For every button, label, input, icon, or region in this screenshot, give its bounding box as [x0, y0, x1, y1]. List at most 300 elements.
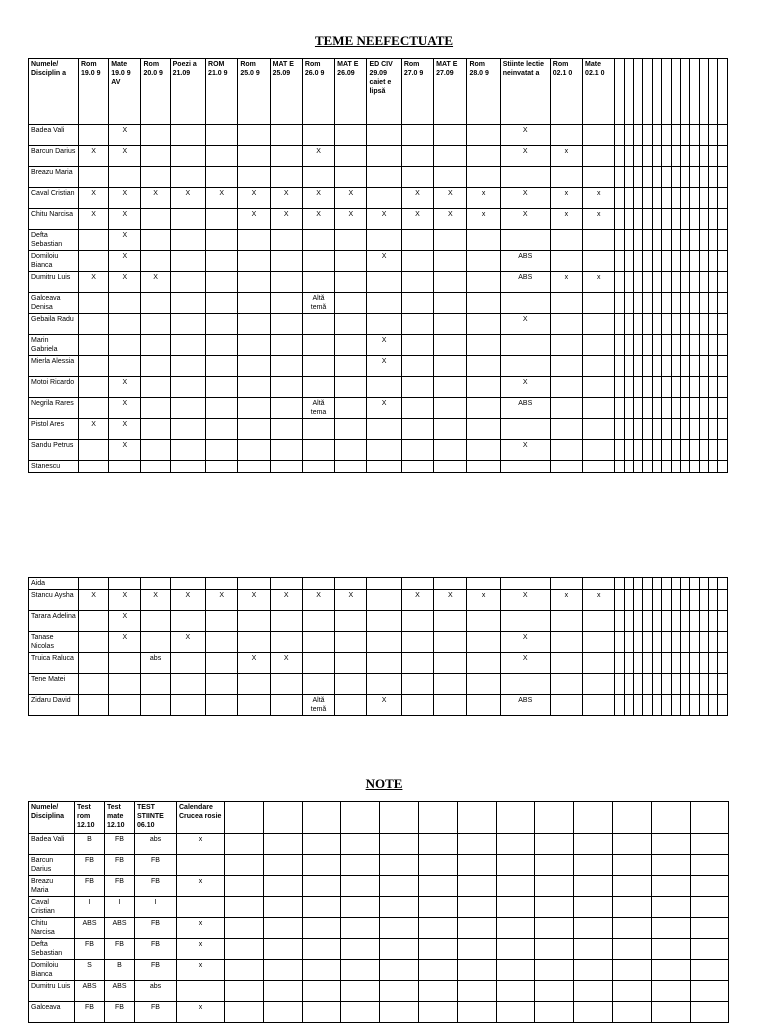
empty-cell: [651, 876, 690, 897]
homework-mark: [206, 461, 238, 473]
empty-cell: [699, 335, 708, 356]
homework-mark: [550, 398, 582, 419]
homework-mark: [467, 230, 500, 251]
homework-mark: [401, 125, 433, 146]
empty-cell: [457, 960, 496, 981]
empty-cell: [380, 918, 419, 939]
empty-cell: [535, 1002, 574, 1023]
empty-cell: [690, 918, 729, 939]
header-empty-column: [612, 802, 651, 834]
homework-mark: [335, 398, 367, 419]
empty-cell: [574, 834, 613, 855]
empty-cell: [535, 897, 574, 918]
homework-mark: X: [206, 590, 238, 611]
empty-cell: [699, 251, 708, 272]
grade-row: [29, 1002, 729, 1023]
empty-cell: [662, 590, 671, 611]
homework-mark: [500, 419, 550, 440]
empty-cell: [699, 653, 708, 674]
student-name: Domiloiu Bianca: [29, 960, 75, 981]
grade-value: FB: [135, 855, 177, 876]
student-name: Motoi Ricardo: [29, 377, 79, 398]
empty-cell: [652, 674, 661, 695]
homework-mark: [401, 293, 433, 314]
header-subject-date: Rom 26.0 9: [302, 59, 334, 125]
homework-mark: [335, 578, 367, 590]
empty-cell: [671, 314, 680, 335]
empty-cell: [671, 461, 680, 473]
empty-cell: [718, 461, 728, 473]
empty-cell: [651, 960, 690, 981]
grade-row: [29, 834, 729, 855]
homework-mark: [467, 398, 500, 419]
grade-row: [29, 876, 729, 897]
homework-mark: [335, 632, 367, 653]
empty-cell: [612, 918, 651, 939]
empty-cell: [302, 876, 341, 897]
empty-cell: [662, 398, 671, 419]
homework-mark: [79, 251, 109, 272]
homework-mark: [238, 695, 270, 716]
empty-cell: [225, 960, 264, 981]
header-subject-date: ED CIV 29.09 caiet e lipsă: [367, 59, 401, 125]
student-row: [29, 632, 728, 653]
header-empty-column: [690, 59, 699, 125]
grade-value: FB: [75, 855, 105, 876]
homework-mark: x: [583, 272, 615, 293]
header-empty-column: [624, 59, 633, 125]
homework-mark: [401, 578, 433, 590]
homework-mark: X: [238, 590, 270, 611]
empty-cell: [671, 440, 680, 461]
empty-cell: [574, 1002, 613, 1023]
empty-cell: [225, 1002, 264, 1023]
empty-cell: [612, 939, 651, 960]
empty-cell: [496, 981, 535, 1002]
homework-mark: [467, 125, 500, 146]
homework-mark: [550, 674, 582, 695]
student-name: Mierla Alessia: [29, 356, 79, 377]
header-subject-date: Rom 02.1 0: [550, 59, 582, 125]
homework-mark: [467, 251, 500, 272]
empty-cell: [643, 590, 652, 611]
homework-mark: [401, 440, 433, 461]
empty-cell: [634, 146, 643, 167]
empty-cell: [263, 834, 302, 855]
homework-mark: [434, 125, 467, 146]
homework-mark: [141, 419, 170, 440]
homework-mark: [367, 440, 401, 461]
homework-mark: [550, 419, 582, 440]
student-name: Stanescu: [29, 461, 79, 473]
empty-cell: [496, 834, 535, 855]
homework-mark: [141, 578, 170, 590]
empty-cell: [341, 960, 380, 981]
homework-mark: [170, 419, 205, 440]
homework-mark: [335, 125, 367, 146]
empty-cell: [496, 960, 535, 981]
empty-cell: [643, 440, 652, 461]
empty-cell: [690, 419, 699, 440]
empty-cell: [709, 335, 718, 356]
empty-cell: [699, 146, 708, 167]
empty-cell: [634, 695, 643, 716]
empty-cell: [634, 632, 643, 653]
empty-cell: [615, 674, 624, 695]
homework-table-part2: [28, 577, 728, 716]
empty-cell: [718, 440, 728, 461]
empty-cell: [651, 855, 690, 876]
homework-mark: [434, 440, 467, 461]
empty-cell: [652, 611, 661, 632]
homework-mark: [335, 230, 367, 251]
header-subject-date: Rom 28.0 9: [467, 59, 500, 125]
homework-mark: [170, 377, 205, 398]
empty-cell: [690, 960, 729, 981]
homework-mark: [434, 146, 467, 167]
student-name: Dumitru Luis: [29, 981, 75, 1002]
homework-mark: [206, 578, 238, 590]
empty-cell: [699, 611, 708, 632]
empty-cell: [680, 356, 689, 377]
homework-mark: [109, 653, 141, 674]
homework-mark: [302, 419, 334, 440]
homework-mark: [79, 377, 109, 398]
header-empty-column: [457, 802, 496, 834]
homework-mark: [367, 578, 401, 590]
empty-cell: [718, 578, 728, 590]
homework-mark: X: [109, 188, 141, 209]
empty-cell: [643, 230, 652, 251]
empty-cell: [624, 146, 633, 167]
empty-cell: [699, 461, 708, 473]
empty-cell: [662, 440, 671, 461]
empty-cell: [615, 356, 624, 377]
homework-mark: [170, 314, 205, 335]
empty-cell: [225, 897, 264, 918]
empty-cell: [690, 897, 729, 918]
empty-cell: [615, 653, 624, 674]
header-empty-column: [718, 59, 728, 125]
header-empty-column: [380, 802, 419, 834]
homework-mark: [367, 293, 401, 314]
homework-mark: X: [302, 209, 334, 230]
empty-cell: [662, 653, 671, 674]
empty-cell: [615, 272, 624, 293]
homework-mark: [500, 293, 550, 314]
homework-mark: [367, 419, 401, 440]
empty-cell: [652, 440, 661, 461]
homework-mark: X: [270, 653, 302, 674]
homework-mark: [335, 674, 367, 695]
empty-cell: [652, 377, 661, 398]
grade-value: I: [105, 897, 135, 918]
homework-mark: [79, 461, 109, 473]
grade-value: x: [177, 876, 225, 897]
homework-mark: [583, 335, 615, 356]
empty-cell: [341, 897, 380, 918]
empty-cell: [662, 125, 671, 146]
empty-cell: [612, 981, 651, 1002]
empty-cell: [624, 632, 633, 653]
empty-cell: [699, 632, 708, 653]
empty-cell: [699, 377, 708, 398]
empty-cell: [699, 419, 708, 440]
empty-cell: [690, 939, 729, 960]
header-empty-column: [709, 59, 718, 125]
homework-mark: [79, 314, 109, 335]
empty-cell: [709, 695, 718, 716]
empty-cell: [690, 230, 699, 251]
grade-value: x: [177, 939, 225, 960]
homework-mark: [583, 356, 615, 377]
homework-mark: X: [500, 653, 550, 674]
empty-cell: [574, 876, 613, 897]
homework-mark: [238, 578, 270, 590]
student-row: [29, 125, 728, 146]
homework-mark: [302, 611, 334, 632]
homework-mark: [302, 356, 334, 377]
empty-cell: [709, 578, 718, 590]
homework-mark: [583, 611, 615, 632]
homework-mark: [500, 578, 550, 590]
empty-cell: [680, 632, 689, 653]
homework-mark: [170, 146, 205, 167]
homework-mark: X: [500, 590, 550, 611]
empty-cell: [718, 293, 728, 314]
empty-cell: [380, 834, 419, 855]
homework-mark: [335, 419, 367, 440]
homework-mark: [238, 674, 270, 695]
empty-cell: [651, 918, 690, 939]
homework-mark: [238, 293, 270, 314]
homework-mark: [583, 230, 615, 251]
empty-cell: [671, 632, 680, 653]
empty-cell: [634, 251, 643, 272]
homework-mark: [583, 461, 615, 473]
homework-mark: [206, 251, 238, 272]
empty-cell: [634, 188, 643, 209]
empty-cell: [225, 918, 264, 939]
header-empty-column: [341, 802, 380, 834]
homework-mark: [302, 578, 334, 590]
empty-cell: [652, 356, 661, 377]
empty-cell: [496, 876, 535, 897]
homework-mark: [270, 461, 302, 473]
student-row: [29, 356, 728, 377]
empty-cell: [709, 653, 718, 674]
empty-cell: [680, 695, 689, 716]
empty-cell: [380, 939, 419, 960]
homework-mark: [270, 419, 302, 440]
empty-cell: [662, 632, 671, 653]
empty-cell: [690, 188, 699, 209]
grade-value: I: [135, 897, 177, 918]
homework-mark: [583, 293, 615, 314]
student-name: Chitu Narcisa: [29, 209, 79, 230]
homework-mark: x: [550, 209, 582, 230]
empty-cell: [662, 695, 671, 716]
empty-cell: [652, 146, 661, 167]
homework-mark: X: [500, 209, 550, 230]
homework-mark: [583, 377, 615, 398]
homework-mark: X: [238, 188, 270, 209]
empty-cell: [699, 188, 708, 209]
grades-table: [28, 801, 729, 1023]
empty-cell: [643, 419, 652, 440]
empty-cell: [680, 251, 689, 272]
homework-mark: [302, 272, 334, 293]
homework-mark: [467, 146, 500, 167]
homework-mark: [367, 188, 401, 209]
student-name: Defta Sebastian: [29, 939, 75, 960]
empty-cell: [671, 230, 680, 251]
homework-mark: [434, 356, 467, 377]
empty-cell: [341, 876, 380, 897]
empty-cell: [302, 855, 341, 876]
homework-mark: [434, 632, 467, 653]
grade-value: [177, 855, 225, 876]
homework-mark: [206, 419, 238, 440]
homework-mark: [79, 356, 109, 377]
empty-cell: [652, 695, 661, 716]
homework-mark: [79, 440, 109, 461]
empty-cell: [718, 695, 728, 716]
empty-cell: [418, 834, 457, 855]
homework-mark: [170, 356, 205, 377]
empty-cell: [418, 876, 457, 897]
empty-cell: [634, 653, 643, 674]
homework-mark: X: [109, 272, 141, 293]
empty-cell: [718, 209, 728, 230]
homework-mark: [401, 674, 433, 695]
homework-mark: [206, 125, 238, 146]
homework-mark: [79, 632, 109, 653]
homework-mark: X: [79, 419, 109, 440]
homework-mark: [206, 314, 238, 335]
empty-cell: [652, 230, 661, 251]
empty-cell: [709, 377, 718, 398]
header-name-column: Numele/ Disciplin a: [29, 59, 79, 125]
empty-cell: [671, 272, 680, 293]
homework-mark: [109, 674, 141, 695]
homework-mark: X: [238, 209, 270, 230]
homework-mark: [206, 230, 238, 251]
homework-mark: [270, 146, 302, 167]
homework-mark: [367, 674, 401, 695]
empty-cell: [643, 695, 652, 716]
homework-mark: X: [434, 209, 467, 230]
header-subject-date: Mate 02.1 0: [583, 59, 615, 125]
homework-mark: X: [367, 209, 401, 230]
homework-mark: X: [109, 419, 141, 440]
empty-cell: [680, 125, 689, 146]
homework-mark: [335, 335, 367, 356]
homework-mark: [434, 167, 467, 188]
homework-mark: [79, 230, 109, 251]
empty-cell: [624, 419, 633, 440]
empty-cell: [418, 981, 457, 1002]
homework-mark: [109, 167, 141, 188]
empty-cell: [718, 377, 728, 398]
homework-mark: [270, 314, 302, 335]
empty-cell: [652, 398, 661, 419]
homework-mark: [302, 335, 334, 356]
homework-mark: [141, 461, 170, 473]
homework-mark: [367, 611, 401, 632]
homework-mark: [270, 272, 302, 293]
empty-cell: [634, 461, 643, 473]
homework-mark: X: [79, 209, 109, 230]
grade-row: [29, 939, 729, 960]
empty-cell: [671, 419, 680, 440]
homework-mark: [206, 632, 238, 653]
homework-mark: [335, 146, 367, 167]
homework-mark: [238, 356, 270, 377]
homework-mark: Altă temă: [302, 695, 334, 716]
homework-mark: [583, 653, 615, 674]
empty-cell: [671, 398, 680, 419]
homework-mark: [170, 461, 205, 473]
student-row: [29, 209, 728, 230]
empty-cell: [680, 272, 689, 293]
empty-cell: [634, 272, 643, 293]
homework-mark: [170, 653, 205, 674]
homework-mark: [550, 251, 582, 272]
empty-cell: [615, 167, 624, 188]
homework-mark: X: [401, 188, 433, 209]
homework-mark: [79, 125, 109, 146]
empty-cell: [709, 230, 718, 251]
empty-cell: [699, 440, 708, 461]
homework-mark: X: [109, 440, 141, 461]
empty-cell: [263, 981, 302, 1002]
homework-mark: [238, 251, 270, 272]
empty-cell: [718, 335, 728, 356]
homework-mark: [500, 674, 550, 695]
student-name: Sandu Petrus: [29, 440, 79, 461]
empty-cell: [302, 834, 341, 855]
homework-mark: x: [467, 209, 500, 230]
grade-value: FB: [105, 1002, 135, 1023]
empty-cell: [652, 251, 661, 272]
empty-cell: [652, 590, 661, 611]
empty-cell: [690, 209, 699, 230]
homework-mark: [583, 695, 615, 716]
homework-mark: X: [335, 209, 367, 230]
empty-cell: [671, 167, 680, 188]
empty-cell: [671, 356, 680, 377]
homework-mark: [141, 632, 170, 653]
homework-header-row: [29, 59, 728, 125]
homework-mark: [79, 578, 109, 590]
header-empty-column: [302, 802, 341, 834]
grade-value: FB: [105, 876, 135, 897]
empty-cell: [624, 590, 633, 611]
homework-mark: X: [270, 590, 302, 611]
homework-mark: [550, 695, 582, 716]
empty-cell: [662, 356, 671, 377]
empty-cell: [615, 125, 624, 146]
empty-cell: [709, 440, 718, 461]
homework-mark: X: [109, 611, 141, 632]
empty-cell: [671, 146, 680, 167]
header-empty-column: [662, 59, 671, 125]
empty-cell: [718, 125, 728, 146]
grade-value: FB: [105, 855, 135, 876]
homework-mark: X: [335, 188, 367, 209]
empty-cell: [709, 188, 718, 209]
